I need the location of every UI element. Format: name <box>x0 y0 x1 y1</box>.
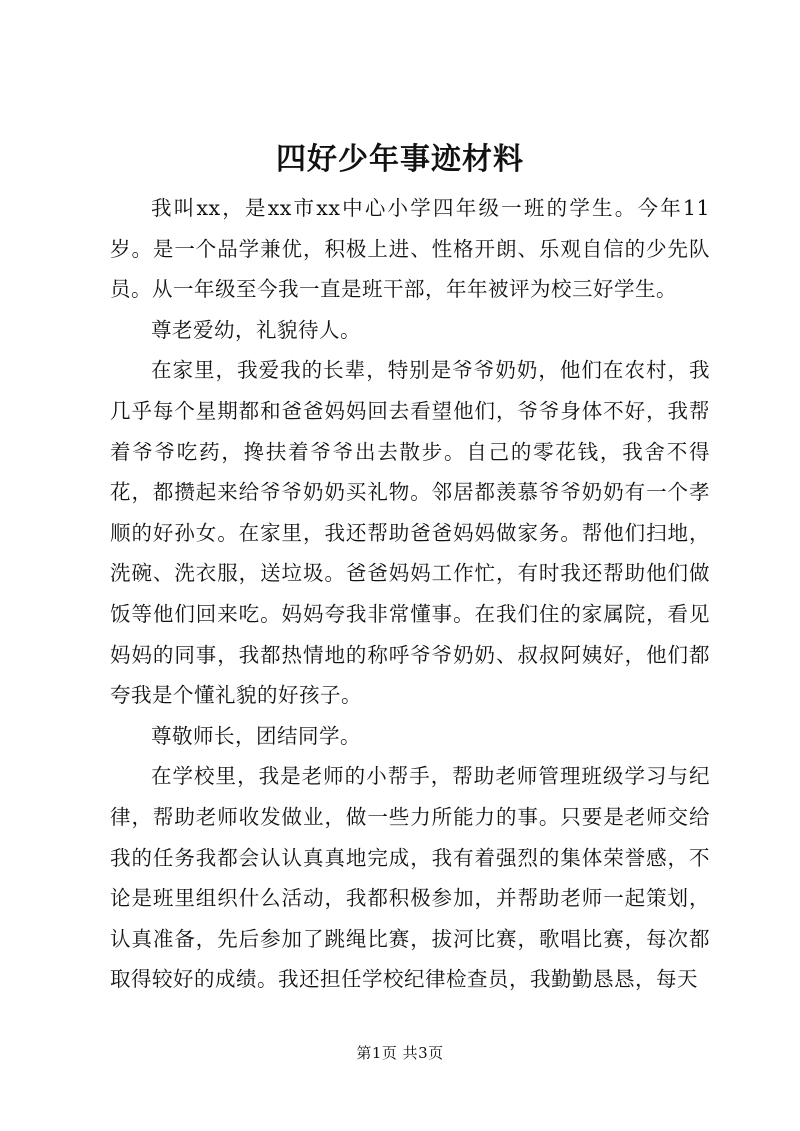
paragraph-heading-respect-elders: 尊老爱幼，礼貌待人。 <box>151 317 361 342</box>
paragraph-intro: 我叫xx，是xx市xx中心小学四年级一班的学生。今年11岁。是一个品学兼优，积极上进、性格开朗、乐观自信的少先队员。从一年级至今我一直是班干部，年年被评为校三好学生。 <box>110 196 710 302</box>
document-title: 四好少年事迹材料 <box>276 142 524 177</box>
paragraph-family: 在家里，我爱我的长辈，特别是爷爷奶奶，他们在农村，我几乎每个星期都和爸爸妈妈回去看望他们，爷爷身体不好，我帮着爷爷吃药，搀扶着爷爷出去散步。自己的零花钱，我舍不得花，都攒起来给爷爷奶奶买礼物。邻居都羡慕爷爷奶奶有一个孝顺的好孙女。在家里，我还帮助爸爸妈妈做家务。帮他们扫地，洗碗、洗衣服，送垃圾。爸爸妈妈工作忙，有时我还帮助他们做饭等他们回来吃。妈妈夸我非常懂事。在我们住的家属院，看见妈妈的同事，我都热情地的称呼爷爷奶奶、叔叔阿姨好，他们都夸我是个懂礼貌的好孩子。 <box>110 358 710 708</box>
paragraph-school: 在学校里，我是老师的小帮手，帮助老师管理班级学习与纪律，帮助老师收发做业，做一些力所能力的事。只要是老师交给我的任务我都会认认真真地完成，我有着强烈的集体荣誉感，不论是班里组织什么活动，我都积极参加，并帮助老师一起策划，认真准备，先后参加了跳绳比赛，拔河比赛，歌唱比赛，每次都取得较好的成绩。我还担任学校纪律检查员，我勤勤恳恳，每天 <box>110 764 710 992</box>
paragraph-heading-respect-teachers: 尊敬师长，团结同学。 <box>151 723 361 748</box>
document-body <box>110 188 710 1000</box>
page-footer: 第1页 共3页 <box>356 1044 444 1062</box>
